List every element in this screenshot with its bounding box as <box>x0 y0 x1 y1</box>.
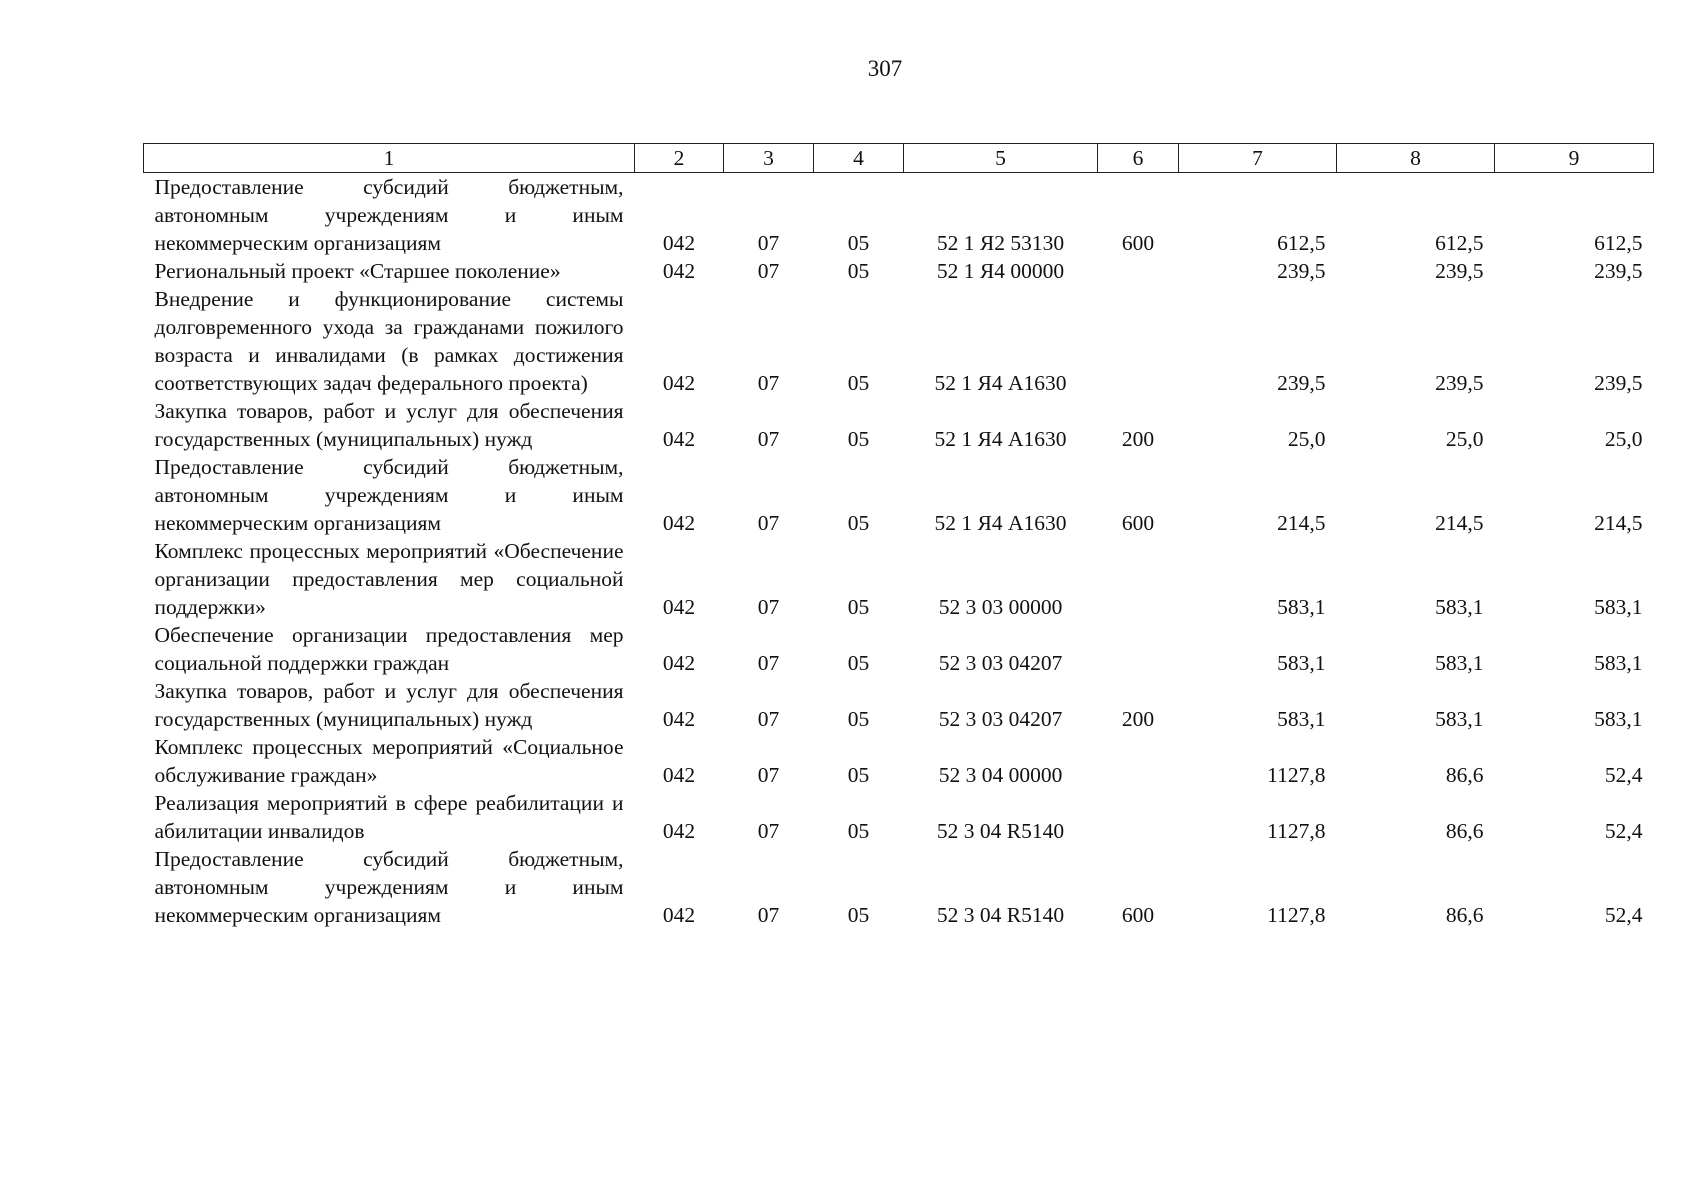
section-code: 07 <box>757 707 780 731</box>
amount-col-8: 583,1 <box>1435 595 1484 619</box>
row-name: Закупка товаров, работ и услуг для обеспечения государственных (муниципальных) нужд <box>154 679 624 731</box>
amount-col-9: 583,1 <box>1594 651 1643 675</box>
row-name: Внедрение и функционирование системы долговременного ухода за гражданами пожилого возраста и инвалидами (в рамках достижения соответствующих задач федерального проекта) <box>154 287 624 395</box>
amount-col-9: 239,5 <box>1594 371 1643 395</box>
column-header: 1 <box>144 144 635 173</box>
admin-code: 042 <box>662 763 696 787</box>
admin-code: 042 <box>662 427 696 451</box>
amount-col-9: 52,4 <box>1604 903 1643 927</box>
table-row <box>144 789 1654 845</box>
expense-type <box>1098 733 1179 789</box>
expense-type: 600 <box>1121 231 1155 255</box>
table-row <box>144 733 1654 789</box>
column-header: 8 <box>1337 144 1495 173</box>
subsection-code: 05 <box>847 763 870 787</box>
admin-code: 042 <box>662 707 696 731</box>
admin-code: 042 <box>662 231 696 255</box>
amount-col-7: 1127,8 <box>1267 763 1326 787</box>
column-header: 6 <box>1098 144 1179 173</box>
subsection-code: 05 <box>847 511 870 535</box>
row-name: Реализация мероприятий в сфере реабилитации и абилитации инвалидов <box>154 791 624 843</box>
header-row <box>144 144 1654 173</box>
target-article: 52 3 04 R5140 <box>936 819 1065 843</box>
amount-col-9: 25,0 <box>1604 427 1643 451</box>
section-code: 07 <box>757 595 780 619</box>
amount-col-8: 86,6 <box>1445 819 1484 843</box>
amount-col-7: 214,5 <box>1277 511 1326 535</box>
admin-code: 042 <box>662 511 696 535</box>
column-header: 4 <box>814 144 904 173</box>
amount-col-7: 239,5 <box>1277 259 1326 283</box>
expense-type: 200 <box>1121 707 1155 731</box>
section-code: 07 <box>757 763 780 787</box>
subsection-code: 05 <box>847 371 870 395</box>
amount-col-9: 612,5 <box>1594 231 1643 255</box>
subsection-code: 05 <box>847 427 870 451</box>
amount-col-7: 583,1 <box>1277 707 1326 731</box>
target-article: 52 3 04 00000 <box>938 763 1063 787</box>
target-article: 52 3 04 R5140 <box>936 903 1065 927</box>
section-code: 07 <box>757 651 780 675</box>
row-name: Комплекс процессных мероприятий «Обеспечение организации предоставления мер социальной поддержки» <box>154 539 624 619</box>
admin-code: 042 <box>662 651 696 675</box>
amount-col-9: 239,5 <box>1594 259 1643 283</box>
section-code: 07 <box>757 371 780 395</box>
target-article: 52 3 03 04207 <box>938 707 1063 731</box>
admin-code: 042 <box>662 819 696 843</box>
table-row <box>144 397 1654 453</box>
section-code: 07 <box>757 427 780 451</box>
amount-col-9: 214,5 <box>1594 511 1643 535</box>
expense-type: 600 <box>1121 903 1155 927</box>
column-header: 3 <box>724 144 814 173</box>
target-article: 52 1 Я4 00000 <box>936 259 1065 283</box>
target-article: 52 1 Я4 А1630 <box>934 511 1067 535</box>
table-row <box>144 173 1654 258</box>
amount-col-7: 239,5 <box>1277 371 1326 395</box>
subsection-code: 05 <box>847 231 870 255</box>
amount-col-8: 239,5 <box>1435 371 1484 395</box>
table-row <box>144 845 1654 929</box>
page-number: 307 <box>867 56 903 81</box>
subsection-code: 05 <box>847 595 870 619</box>
row-name: Предоставление субсидий бюджетным, автономным учреждениям и иным некоммерческим организациям <box>154 847 624 927</box>
amount-col-8: 86,6 <box>1445 763 1484 787</box>
row-name: Обеспечение организации предоставления мер социальной поддержки граждан <box>154 623 624 675</box>
target-article: 52 1 Я4 А1630 <box>934 371 1067 395</box>
section-code: 07 <box>757 231 780 255</box>
amount-col-8: 25,0 <box>1445 427 1484 451</box>
amount-col-8: 612,5 <box>1435 231 1484 255</box>
expense-type <box>1098 537 1179 621</box>
row-name: Региональный проект «Старшее поколение» <box>154 259 561 283</box>
amount-col-7: 583,1 <box>1277 595 1326 619</box>
subsection-code: 05 <box>847 903 870 927</box>
subsection-code: 05 <box>847 651 870 675</box>
amount-col-7: 25,0 <box>1287 427 1326 451</box>
subsection-code: 05 <box>847 259 870 283</box>
section-code: 07 <box>757 511 780 535</box>
amount-col-9: 583,1 <box>1594 707 1643 731</box>
expense-type <box>1098 257 1179 285</box>
table-row <box>144 621 1654 677</box>
column-header: 5 <box>904 144 1098 173</box>
target-article: 52 3 03 04207 <box>938 651 1063 675</box>
column-header: 2 <box>635 144 724 173</box>
amount-col-8: 214,5 <box>1435 511 1484 535</box>
admin-code: 042 <box>662 371 696 395</box>
row-name: Предоставление субсидий бюджетным, автономным учреждениям и иным некоммерческим организациям <box>154 175 624 255</box>
amount-col-9: 583,1 <box>1594 595 1643 619</box>
amount-col-8: 583,1 <box>1435 707 1484 731</box>
subsection-code: 05 <box>847 819 870 843</box>
admin-code: 042 <box>662 259 696 283</box>
expense-type: 600 <box>1121 511 1155 535</box>
expense-type: 200 <box>1121 427 1155 451</box>
table-row <box>144 677 1654 733</box>
budget-table <box>143 143 1654 929</box>
column-header: 9 <box>1495 144 1654 173</box>
section-code: 07 <box>757 259 780 283</box>
amount-col-7: 1127,8 <box>1267 819 1326 843</box>
amount-col-7: 1127,8 <box>1267 903 1326 927</box>
target-article: 52 1 Я2 53130 <box>936 231 1065 255</box>
section-code: 07 <box>757 819 780 843</box>
subsection-code: 05 <box>847 707 870 731</box>
table-row <box>144 537 1654 621</box>
amount-col-7: 583,1 <box>1277 651 1326 675</box>
amount-col-8: 239,5 <box>1435 259 1484 283</box>
amount-col-9: 52,4 <box>1604 819 1643 843</box>
row-name: Комплекс процессных мероприятий «Социальное обслуживание граждан» <box>154 735 624 787</box>
expense-type <box>1098 789 1179 845</box>
target-article: 52 3 03 00000 <box>938 595 1063 619</box>
admin-code: 042 <box>662 903 696 927</box>
table-row <box>144 453 1654 537</box>
row-name: Предоставление субсидий бюджетным, автономным учреждениям и иным некоммерческим организациям <box>154 455 624 535</box>
row-name: Закупка товаров, работ и услуг для обеспечения государственных (муниципальных) нужд <box>154 399 624 451</box>
admin-code: 042 <box>662 595 696 619</box>
target-article: 52 1 Я4 А1630 <box>934 427 1067 451</box>
table-row <box>144 285 1654 397</box>
expense-type <box>1098 621 1179 677</box>
section-code: 07 <box>757 903 780 927</box>
amount-col-7: 612,5 <box>1277 231 1326 255</box>
amount-col-8: 583,1 <box>1435 651 1484 675</box>
column-header: 7 <box>1179 144 1337 173</box>
table-row <box>144 257 1654 285</box>
expense-type <box>1098 285 1179 397</box>
amount-col-9: 52,4 <box>1604 763 1643 787</box>
amount-col-8: 86,6 <box>1445 903 1484 927</box>
